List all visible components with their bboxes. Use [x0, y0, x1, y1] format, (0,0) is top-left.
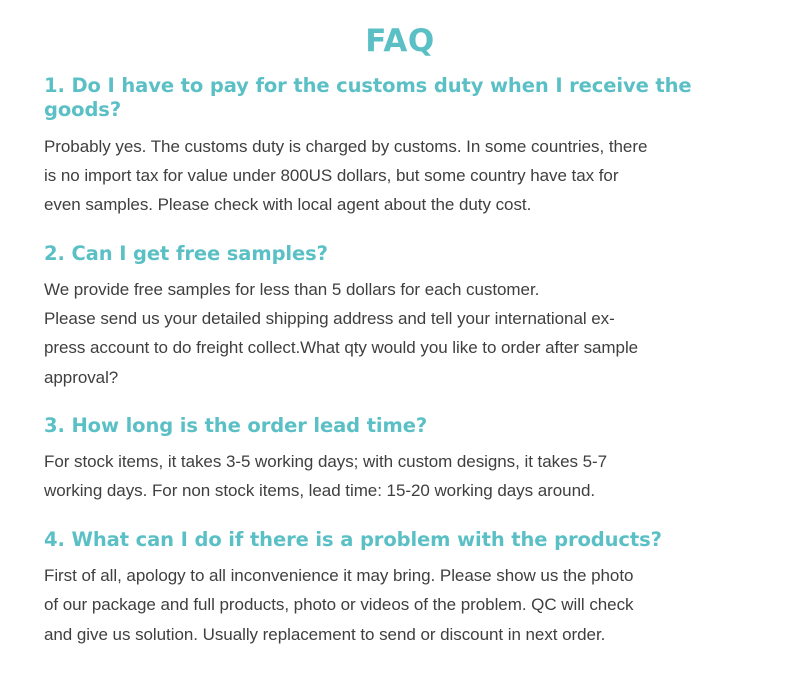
faq-item-3	[44, 414, 756, 506]
faq-answer-1-line-1: Probably yes. The customs duty is charged by customs. In some countries, there	[44, 136, 648, 156]
faq-item-2	[44, 242, 756, 392]
faq-answer-1-line-3: even samples. Please check with local agent about the duty cost.	[44, 195, 532, 215]
faq-answer-2-line-3: press account to do freight collect.What qty would you like to order after sample	[44, 338, 639, 358]
faq-answer-3-line-2: working days. For non stock items, lead time: 15-20 working days around.	[44, 481, 596, 501]
faq-question-3: 3. How long is the order lead time?	[44, 413, 428, 437]
faq-answer-4-line-1: First of all, apology to all inconvenience it may bring. Please show us the photo	[44, 566, 634, 586]
faq-answer-2-line-4: approval?	[44, 367, 119, 387]
faq-answer-2-line-2: Please send us your detailed shipping address and tell your international ex-	[44, 309, 615, 329]
faq-answer-3	[44, 447, 756, 505]
faq-item-4	[44, 528, 756, 649]
faq-answer-3-line-1: For stock items, it takes 3-5 working days; with custom designs, it takes 5-7	[44, 452, 608, 472]
faq-answer-4	[44, 561, 756, 649]
faq-answer-2-line-1: We provide free samples for less than 5 dollars for each customer.	[44, 279, 540, 299]
faq-item-1	[44, 74, 756, 219]
faq-answer-4-line-3: and give us solution. Usually replacement to send or discount in next order.	[44, 624, 606, 644]
faq-answer-4-line-2: of our package and full products, photo or videos of the problem. QC will check	[44, 595, 634, 615]
faq-answer-2	[44, 275, 756, 392]
faq-question-1: 1. Do I have to pay for the customs duty when I receive the goods?	[44, 74, 692, 122]
faq-answer-1	[44, 132, 756, 220]
faq-answer-1-line-2: is no import tax for value under 800US dollars, but some country have tax for	[44, 166, 619, 186]
page-title: FAQ	[365, 23, 435, 59]
faq-question-2: 2. Can I get free samples?	[44, 241, 328, 265]
faq-question-4: 4. What can I do if there is a problem with the products?	[44, 527, 662, 551]
